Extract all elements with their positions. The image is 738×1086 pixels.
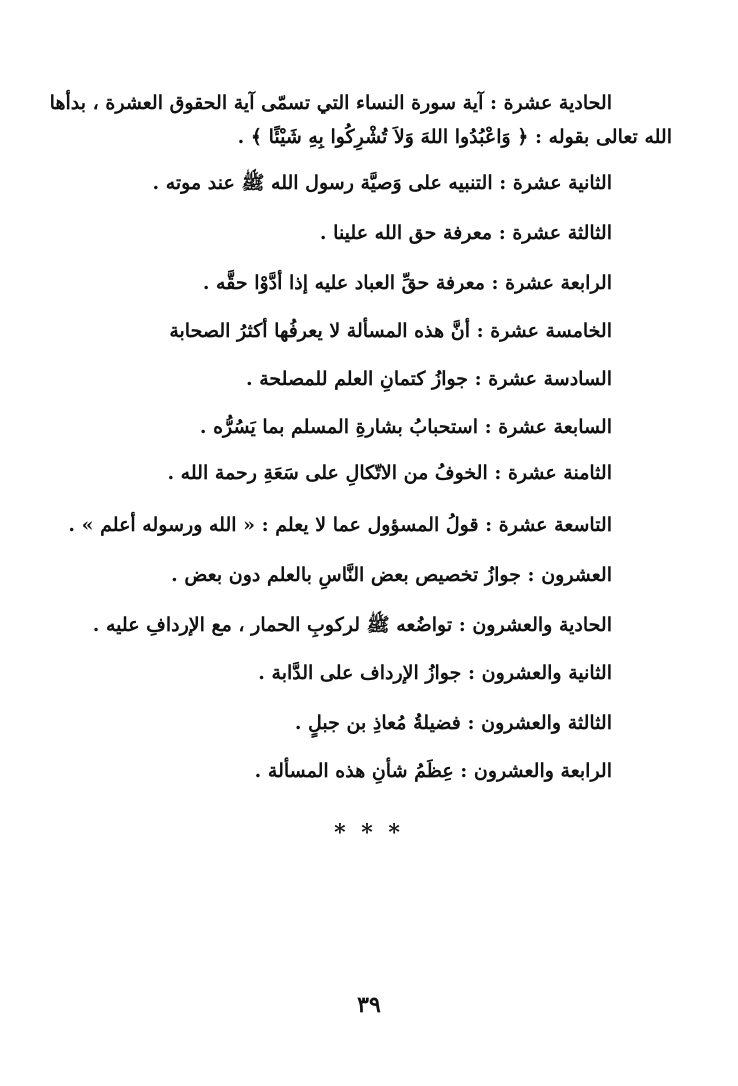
text-line-6: الخامسة عشرة : أنَّ هذه المسألة لا يعرفُها أكثرُ الصحابة xyxy=(169,320,612,342)
text-line-9: الثامنة عشرة : الخوفُ من الاتّكالِ على سَعَةِ رحمة الله . xyxy=(167,462,612,484)
text-line-12: الحادية والعشرون : تواضُعه ﷺ لركوبِ الحمار ، مع الإردافِ عليه . xyxy=(92,614,612,636)
text-line-2: الله تعالى بقوله : ﴿ وَاعْبُدُوا اللهَ وَلاَ تُشْرِكُوا بِهِ شَيْئًا ﴾ . xyxy=(237,126,672,148)
section-separator: * * * xyxy=(334,820,404,846)
text-line-8: السابعة عشرة : استحبابُ بشارةِ المسلم بما يَسُرُّه . xyxy=(199,416,612,438)
page-number: ٣٩ xyxy=(357,992,381,1018)
text-line-10: التاسعة عشرة : قولُ المسؤول عما لا يعلم : « الله ورسوله أعلم » . xyxy=(68,514,612,536)
text-line-13: الثانية والعشرون : جوازُ الإرداف على الدَّابة . xyxy=(258,662,612,684)
text-line-7: السادسة عشرة : جوازُ كتمانِ العلم للمصلحة . xyxy=(245,368,612,390)
text-line-14: الثالثة والعشرون : فضيلةُ مُعاذِ بن جبلٍ . xyxy=(294,712,612,734)
text-line-1: الحادية عشرة : آية سورة النساء التي تسمّى آية الحقوق العشرة ، بدأها xyxy=(49,92,612,114)
text-line-11: العشرون : جوازُ تخصيص بعض النَّاسِ بالعلم دون بعض . xyxy=(171,564,612,586)
text-line-3: الثانية عشرة : التنبيه على وَصيَّة رسول الله ﷺ عند موته . xyxy=(152,172,612,194)
text-line-15: الرابعة والعشرون : عِظَمُ شأنِ هذه المسألة . xyxy=(254,760,612,782)
text-line-4: الثالثة عشرة : معرفة حق الله علينا . xyxy=(319,222,612,244)
text-line-5: الرابعة عشرة : معرفة حقِّ العباد عليه إذا أدَّوْا حقَّه . xyxy=(202,272,612,294)
